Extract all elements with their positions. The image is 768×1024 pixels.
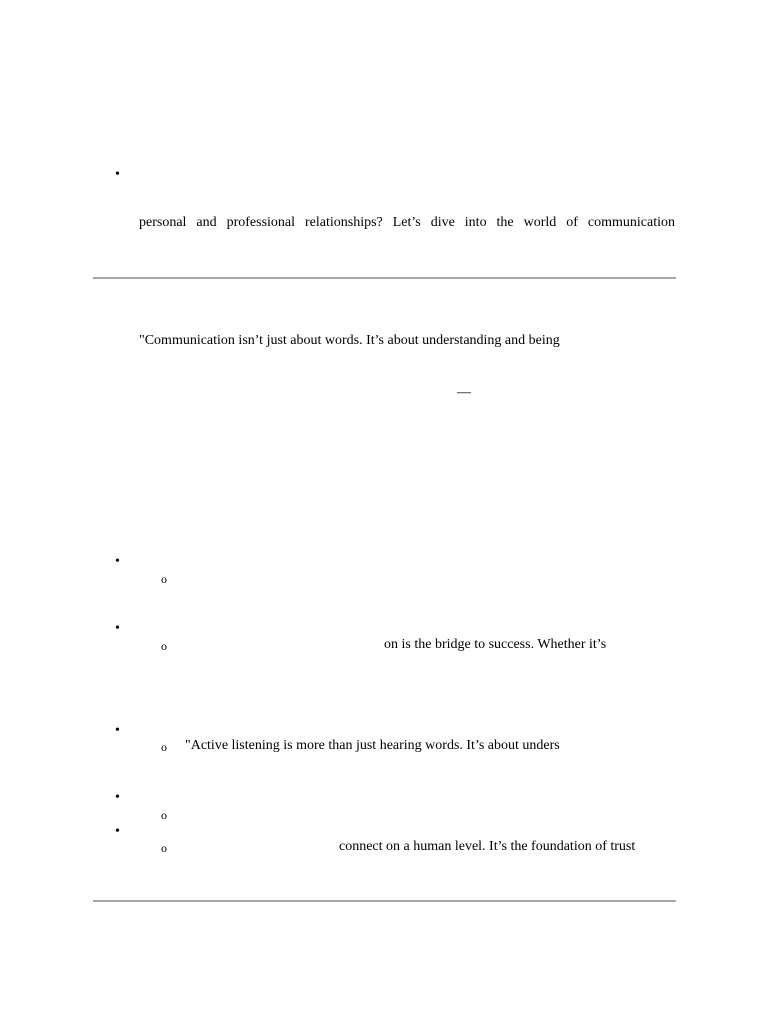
sub-item-text: "Active listening is more than just hearing words. It’s about unders (185, 738, 560, 753)
sub-bullet-marker: o (161, 808, 167, 822)
list-item-bullet: • (115, 723, 120, 738)
sub-item-text: on is the bridge to success. Whether it’s (384, 637, 607, 652)
sub-bullet-marker: o (161, 639, 167, 653)
list-item-bullet: • (115, 554, 120, 569)
horizontal-rule (93, 277, 676, 279)
intro-paragraph-line: personal and professional relationships? Let’s dive into the world of communication (139, 215, 675, 230)
list-item-bullet: • (115, 824, 120, 839)
quote-line: "Communication isn’t just about words. It’s about understanding and being (139, 333, 560, 348)
list-item-bullet: • (115, 790, 120, 805)
list-item-bullet: • (115, 621, 120, 636)
sub-item-text: connect on a human level. It’s the foundation of trust (339, 839, 636, 854)
quote-attribution-dash: — (457, 385, 471, 400)
sub-bullet-marker: o (161, 572, 167, 586)
sub-bullet-marker: o (161, 841, 167, 855)
sub-bullet-marker: o (161, 740, 167, 754)
horizontal-rule (93, 900, 676, 902)
bullet-marker: • (115, 167, 120, 182)
